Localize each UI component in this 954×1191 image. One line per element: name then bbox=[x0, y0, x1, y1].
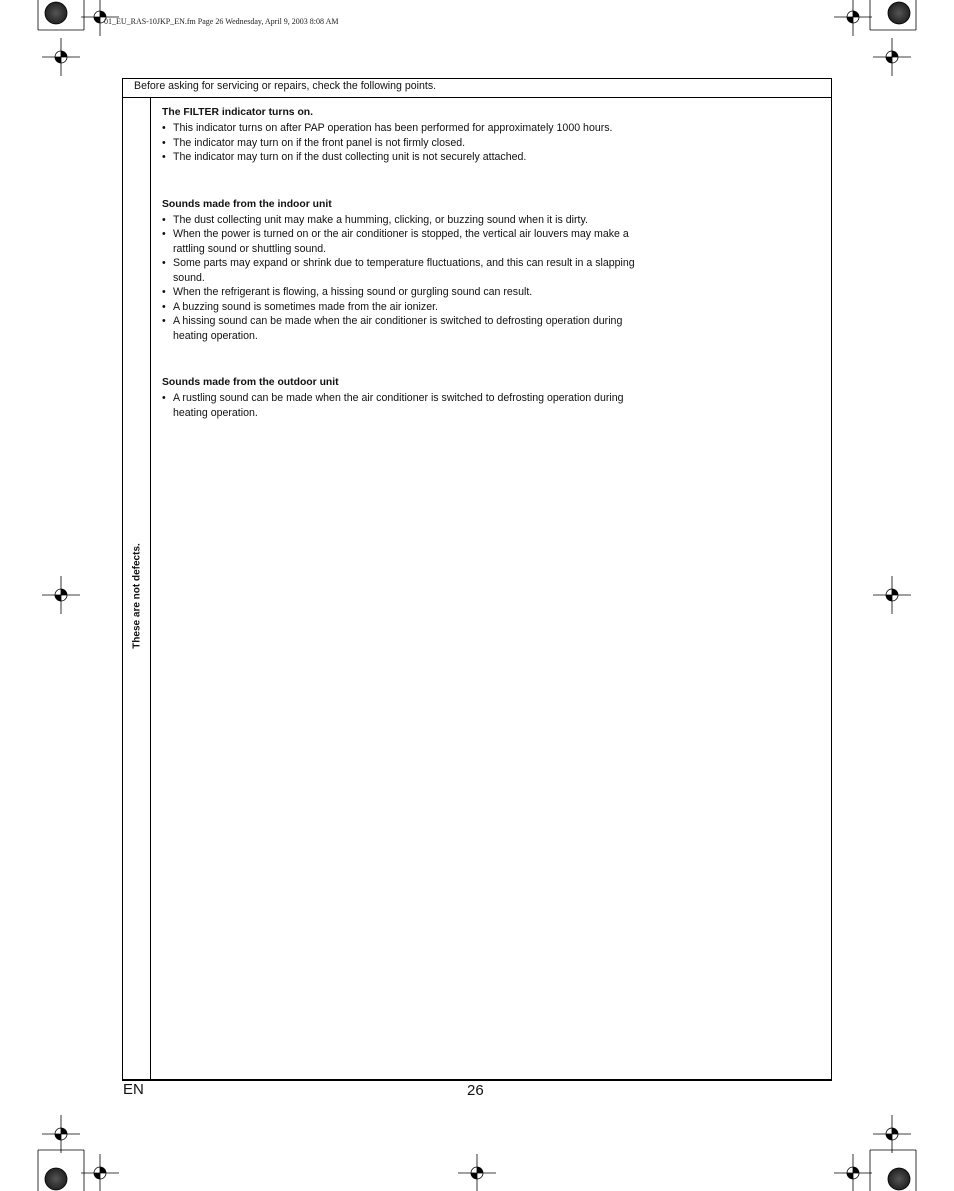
list-item: • When the power is turned on or the air conditioner is stopped, the vertical air louvers may make a rattling sound or shuttling sound. bbox=[162, 227, 638, 256]
list-item: • The indicator may turn on if the front panel is not firmly closed. bbox=[162, 136, 638, 151]
section-indoor-sounds bbox=[162, 198, 638, 344]
section-title: Sounds made from the outdoor unit bbox=[162, 377, 339, 388]
table-header bbox=[123, 79, 831, 98]
list-item: • This indicator turns on after PAP operation has been performed for approximately 1000 hours. bbox=[162, 121, 638, 136]
list-item: • The dust collecting unit may make a humming, clicking, or buzzing sound when it is dirty. bbox=[162, 213, 638, 228]
color-disc-bottom-left bbox=[45, 1168, 67, 1190]
page-number: 26 bbox=[467, 1082, 484, 1099]
bullet-list bbox=[162, 213, 638, 344]
troubleshooting-table bbox=[122, 78, 832, 1081]
file-info-slug: 01_EU_RAS-10JKP_EN.fm Page 26 Wednesday, April 9, 2003 8:08 AM bbox=[104, 17, 339, 26]
list-item: • Some parts may expand or shrink due to temperature fluctuations, and this can result in a slapping sound. bbox=[162, 256, 638, 285]
list-item: • A buzzing sound is sometimes made from the air ionizer. bbox=[162, 300, 638, 315]
bullet-list bbox=[162, 391, 638, 420]
color-disc-top-left bbox=[45, 2, 67, 24]
side-label: These are not defects. bbox=[131, 543, 143, 649]
list-item: • A hissing sound can be made when the air conditioner is switched to defrosting operation during heating operation. bbox=[162, 314, 638, 343]
header-text: Before asking for servicing or repairs, check the following points. bbox=[134, 80, 437, 92]
list-item: • The indicator may turn on if the dust collecting unit is not securely attached. bbox=[162, 150, 638, 165]
list-item: • A rustling sound can be made when the air conditioner is switched to defrosting operation during heating operation. bbox=[162, 391, 638, 420]
section-filter-indicator bbox=[162, 106, 638, 165]
color-disc-bottom-right bbox=[888, 1168, 910, 1190]
section-title: The FILTER indicator turns on. bbox=[162, 107, 314, 118]
content-area bbox=[162, 106, 638, 453]
bullet-list bbox=[162, 121, 638, 165]
language-code: EN bbox=[123, 1081, 144, 1098]
color-disc-top-right bbox=[888, 2, 910, 24]
section-outdoor-sounds bbox=[162, 376, 638, 420]
list-item: • When the refrigerant is flowing, a hissing sound or gurgling sound can result. bbox=[162, 285, 638, 300]
side-column bbox=[123, 98, 151, 1079]
section-title: Sounds made from the indoor unit bbox=[162, 198, 332, 210]
